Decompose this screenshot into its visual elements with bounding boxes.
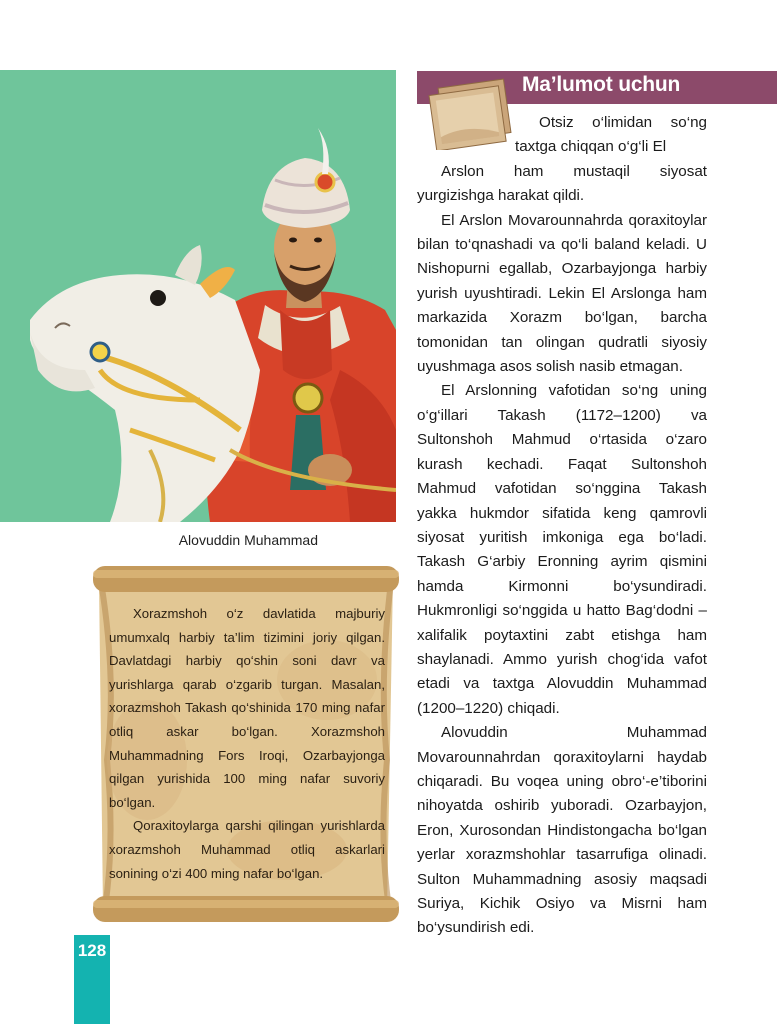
scroll-paragraph: Qoraxitoylarga qarshi qilingan yurishlarda xorazmshoh Muhammad otliq askarlari sonining o‘zi 400 ming nafar bo‘lgan.: [109, 818, 385, 881]
parchment-scroll: [87, 560, 405, 926]
warrior-on-horse-image: [0, 70, 396, 522]
paragraph: Alovuddin Muhammad Movarounnahrdan qoraxitoylarni haydab chiqaradi. Bu voqea uning obro‘-e’tiborini nihoyatda oshirib yuboradi. Ozarbayjon, Eron, Xurosondan Hindistongacha bo‘lgan yerlar xorazmshohlar tasarrufiga olinadi. Sulton Muhammadning asosiy maqsadi Suriya, Kichik Osiyo va Misrni ham bo‘ysundirish edi.: [417, 724, 707, 937]
paragraph-1: [417, 111, 707, 209]
page-number: 128: [77, 941, 107, 960]
info-title: Ma’lumot uchun: [522, 73, 681, 96]
portrait-illustration: [0, 70, 396, 522]
paragraph-1-rest: Arslon ham mustaqil siyosat yurgizishga harakat qildi.: [417, 162, 707, 205]
paragraph: El Arslonning vafotidan so‘ng uning o‘g‘illari Takash (1172–1200) va Sultonshoh Mahmud o‘rtasida o‘zaro kurash kechadi. Faqat Sultonshoh Mahmud vafotidan so‘nggina Takash yakka hukmdor sifatida keng qamrovli siyosat yuritish imkoniga ega bo‘ladi. Takash G‘arbiy Eronning ayrim qismini hamda Kirmonni bo‘ysundiradi. Hukmronligi so‘nggida u hatto Bag‘dodni – xalifalik poytaxtini zabt etishga ham shaylanadi. Ammo yurish chog‘ida vafot etadi va taxtga Alovuddin Muhammad (1200–1220) chiqadi.: [417, 382, 707, 717]
figure-caption: [0, 532, 396, 548]
main-text: [417, 111, 707, 941]
paragraph: El Arslon Movarounnahrda qoraxitoylar bilan to‘qnashadi va qo‘li baland keladi. U Nishopurni egallab, Ozarbayjonga harbiy yurish uyushtiradi. Lekin El Arslonga ham markazida Xorazm bo‘lgan, barcha tomonidan tan olingan qudratli siyosiy uyushmaga asos solish nasib etmagan.: [417, 211, 707, 376]
caption-text: Alovuddin Muhammad: [178, 532, 318, 548]
scroll-paragraph: Xorazmshoh o‘z davlatida majburiy umumxalq harbiy ta’lim tizimini joriy qilgan. Davlatdagi harbiy qo‘shin soni davr va yurishlarga qarab o‘zgarib turgan. Masalan, xorazmshoh Takash qo‘shinida 170 ming nafar otliq askar bo‘lgan. Xorazmshoh Muhammadning Fors Iroqi, Ozarbayjonga qilgan yurishida 100 ming nafar suvoriy bo‘lgan.: [109, 606, 385, 810]
paragraph-1-head: Otsiz o‘limidan so‘ng taxtga chiqqan o‘g‘li El: [515, 114, 707, 156]
page-number-tab: [74, 935, 110, 1024]
scroll-text: [109, 602, 385, 885]
